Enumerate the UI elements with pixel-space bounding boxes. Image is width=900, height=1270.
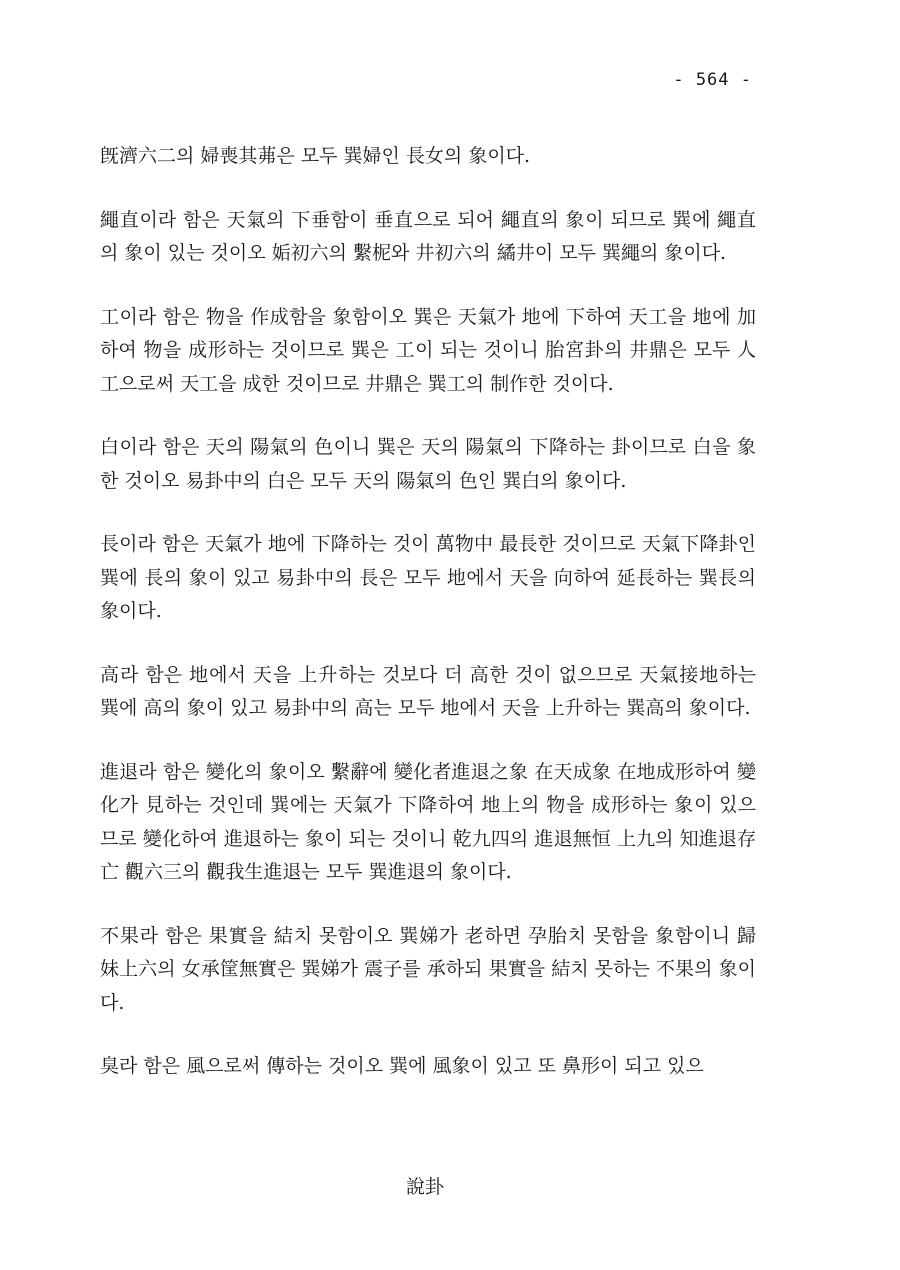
paragraph: 進退라 함은 變化의 象이오 繫辭에 變化者進退之象 在天成象 在地成形하여 變化가 見하는 것인데 巽에는 天氣가 下降하여 地上의 物을 成形하는 象이 있으므로 變化하여 進退하는 象이 되는 것이니 乾九四의 進退無恒 上九의 知進退存亡 觀六三의 觀我生進退는 모두 巽進退의 象이다. — [100, 760, 756, 883]
paragraph: 旣濟六二의 婦喪其茀은 모두 巽婦인 長女의 象이다. — [100, 145, 531, 167]
body-text — [100, 140, 756, 1114]
paragraph: 白이라 함은 天의 陽氣의 色이니 巽은 天의 陽氣의 下降하는 卦이므로 白을 象한 것이오 易卦中의 白은 모두 天의 陽氣의 色인 巽白의 象이다. — [100, 436, 756, 492]
paragraph: 長이라 함은 天氣가 地에 下降하는 것이 萬物中 最長한 것이므로 天氣下降卦인 巽에 長의 象이 있고 易卦中의 長은 모두 地에서 天을 向하여 延長하는 巽長의 象이다. — [100, 533, 756, 622]
page-footer: 說卦 — [405, 1176, 444, 1198]
paragraph: 工이라 함은 物을 作成함을 象함이오 巽은 天氣가 地에 下하여 天工을 地에 加하여 物을 成形하는 것이므로 巽은 工이 되는 것이니 胎宮卦의 井鼎은 모두 人工으로써 天工을 成한 것이므로 井鼎은 巽工의 制作한 것이다. — [100, 305, 756, 395]
paragraph: 臭라 함은 風으로써 傳하는 것이오 巽에 風象이 있고 또 鼻形이 되고 있으 — [100, 1055, 704, 1077]
paragraph: 繩直이라 함은 天氣의 下垂함이 垂直으로 되어 繩直의 象이 되므로 巽에 繩直의 象이 있는 것이오 姤初六의 繫柅와 井初六의 繘井이 모두 巽繩의 象이다. — [100, 208, 756, 264]
paragraph: 高라 함은 地에서 天을 上升하는 것보다 더 高한 것이 없으므로 天氣接地하는 巽에 高의 象이 있고 易卦中의 高는 모두 地에서 天을 上升하는 巽高의 象이다. — [100, 663, 756, 719]
paragraph: 不果라 함은 果實을 結치 못함이오 巽娣가 老하면 孕胎치 못함을 象함이니 歸妹上六의 女承筐無實은 巽娣가 震子를 承하되 果實을 結치 못하는 不果의 象이다. — [100, 924, 756, 1014]
page-number: - 564 - — [673, 70, 752, 90]
